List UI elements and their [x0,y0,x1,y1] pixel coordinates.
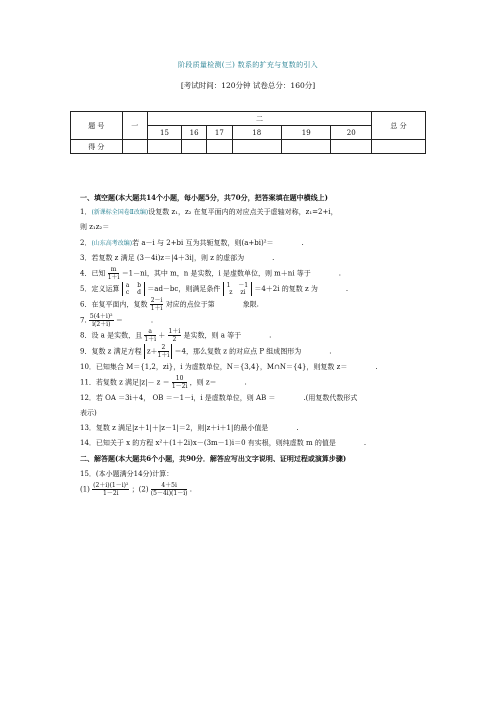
question-8: 8．设 a 是实数，且 $\frac{a}{1+i}$ ＋ $\frac{1+i}{2}$ 是实数，则 a 等于 . [80,328,272,344]
question-7: 7. $\frac{\text{5(4＋i)²}}{i(2+i)}$ ＝ . [80,312,154,328]
question-1-continued: 则 z₁z₂＝ [80,223,110,232]
question-4: 4．已知 $\frac{m}{1+i}$ ＝1－ni，其中 m，n 是实数，i 是虚数单位，则 m＋ni 等于 . [80,266,342,282]
score-cell [207,140,232,154]
question-10: 10．已知集合 M＝{1,2，zi}，i 为虚数单位，N＝{3,4}，M∩N＝{4}，则复数 z＝ . [80,362,378,371]
table-subcol: 16 [181,126,206,140]
fraction: $\frac{\text{5(4＋i)²}}{i(2+i)}$ [89,312,113,328]
fraction: $\frac{m}{1+i}$ [107,266,120,282]
question-2: 2．(山东高考改编)若 a－i 与 2+bi 互为共轭复数，则(a+bi)²＝ . [80,238,304,247]
table-subcol: 17 [207,126,232,140]
score-cell [181,140,206,154]
exam-info: [考试时间：120分钟 试卷总分：160分] [180,81,316,90]
score-cell [147,140,181,154]
question-13: 13．复数 z 满足|z＋1|＋|z－1|＝2，则|z＋i＋1|的最小值是 . [80,424,299,433]
score-cell [372,140,426,154]
determinant: a b c d [122,282,145,296]
table-subcol: 15 [147,126,181,140]
table-row-label-score: 得 分 [71,140,123,154]
score-cell [281,140,330,154]
question-15-expressions: (1) $\frac{\text{(2＋i)(1－i)²}}{1-2i}$ ；(2) $\frac{4+5i}{(5-4i)(1-i)}$ . [80,481,192,497]
question-11: 11．若复数 z 满足|z|－ z ＝ $\frac{10}{1-2i}$ ，则 z＝ . [80,374,247,390]
section-heading-solutions: 二、解答题(本大题共6个小题，共90分．解答应写出文字说明、证明过程或演算步骤) [80,454,347,464]
question-12: 12．若 OA ＝3i＋4， OB ＝－1－i，i 是虚数单位，则 AB ＝ .(用复数代数形式 [80,393,358,402]
fraction: $\frac{\text{(2＋i)(1－i)²}}{1-2i}$ [93,481,129,497]
table-subcol: 20 [331,126,372,140]
absolute-value: z＋ $\frac{2}{1+i}$ [144,344,172,359]
score-table [70,111,426,154]
score-cell [331,140,372,154]
question-14: 14．已知关于 x 的方程 x²＋(1＋2i)x－(3m－1)i＝0 有实根，则纯虚数 m 的值是 . [80,439,367,448]
score-cell [122,140,147,154]
score-cell [232,140,281,154]
fraction: $\frac{1+i}{2}$ [168,328,181,344]
table-header-part-two: 二 [147,112,371,126]
table-subcol: 18 [232,126,281,140]
fraction: $\frac{2-i}{1+i}$ [150,296,163,312]
question-5: 5．定义运算 a b c d ＝ad－bc，则满足条件 1 －1 z zi ＝4＋2i 的复数 z 为 . [80,281,349,296]
table-header-total: 总 分 [372,112,426,140]
table-subcol: 19 [281,126,330,140]
section-heading-fill-in: 一、填空题(本大题共14个小题，每小题5分，共70分，把答案填在题中横线上) [80,193,328,202]
question-source-tag: (新课标全国卷Ⅱ改编) [91,209,149,217]
question-15: 15．(本小题满分14分)计算： [80,469,174,478]
question-12-continued: 表示) [80,408,97,417]
fraction: $\frac{4+5i}{(5-4i)(1-i)}$ [150,481,188,497]
table-header-part-one: 一 [122,112,147,140]
page-title: 阶段质量检测(三) 数系的扩充与复数的引入 [178,61,318,69]
exam-body [80,190,436,498]
fraction: $\frac{10}{1-2i}$ [171,374,188,390]
question-1: 1．(新课标全国卷Ⅱ改编)设复数 z₁，z₂ 在复平面内的对应点关于虚轴对称，z₁=2+i， [80,208,338,217]
fraction: $\frac{a}{1+i}$ [144,328,157,344]
question-9: 9．复数 z 满足方程 z＋ $\frac{2}{1+i}$ ＝4，那么复数 z 的对应点 P 组成图形为 . [80,344,332,360]
table-header-question-number: 题 号 [71,112,123,140]
question-source-tag: (山东高考改编) [91,239,133,247]
determinant: 1 －1 z zi [223,282,253,296]
question-3: 3．若复数 z 满足 (3－4i)z＝|4＋3i|，则 z 的虚部为 . [80,253,275,262]
question-6: 6．在复平面内，复数 $\frac{2-i}{1+i}$ 对应的点位于第 象限. [80,296,259,312]
